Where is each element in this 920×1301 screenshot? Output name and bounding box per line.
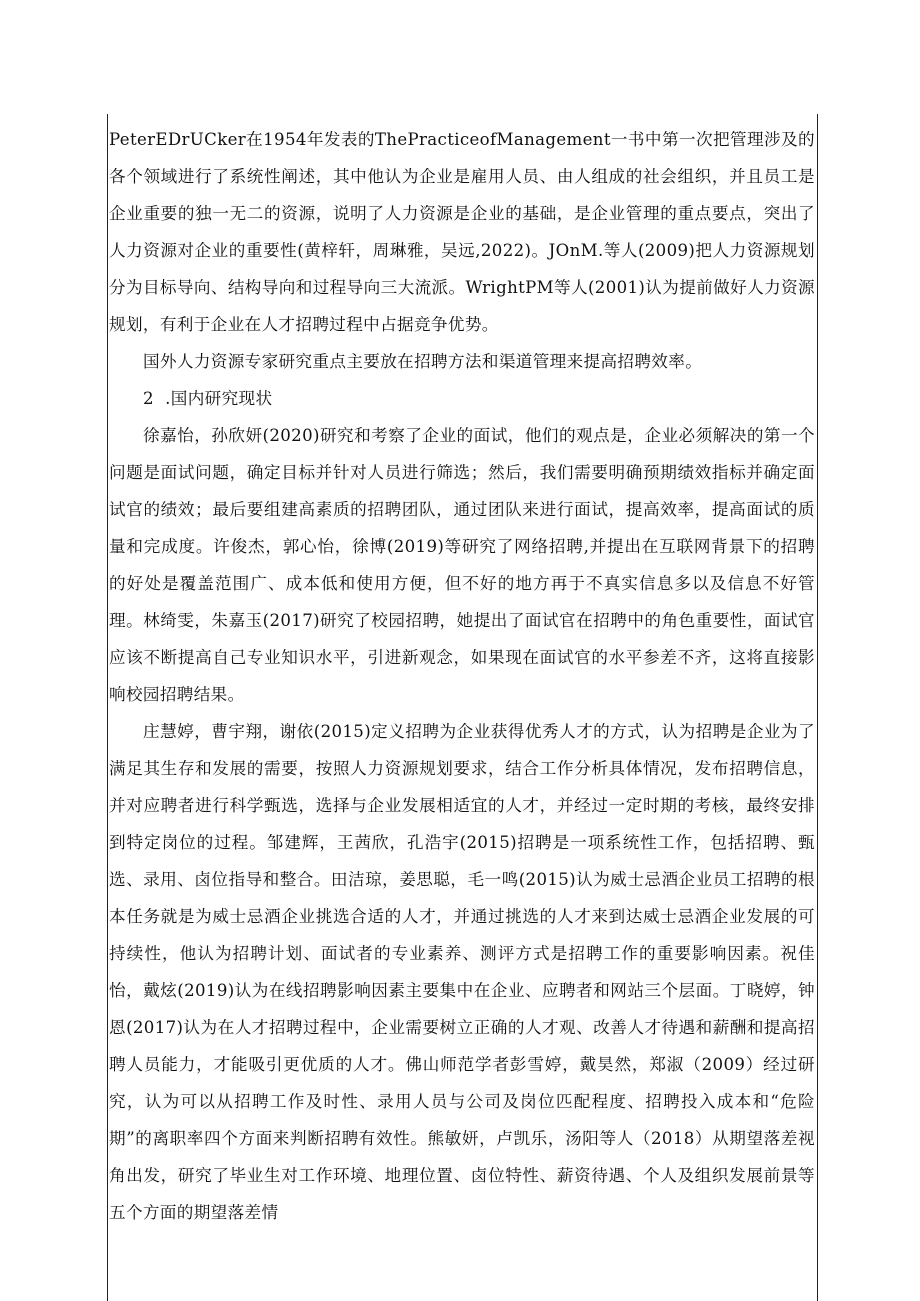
paragraph-foreign-summary: 国外人力资源专家研究重点主要放在招聘方法和渠道管理来提高招聘效率。	[143, 352, 703, 371]
paragraph-domestic-interview: 徐嘉怡，孙欣妍(2020)研究和考察了企业的面试，他们的观点是，企业必须解决的第一个问题是面试问题，确定目标并针对人员进行筛选；然后，我们需要明确预期绩效指标并确定面试官的绩效；最后要组建高素质的招聘团队，通过团队来进行面试，提高效率，提高面试的质量和完成度。许俊杰，郭心怡，徐博(2019)等研究了网络招聘,并提出在互联网背景下的招聘的好处是覆盖范围广、成本低和使用方便，但不好的地方再于不真实信息多以及信息不好管理。林绮雯，朱嘉玉(2017)研究了校园招聘，她提出了面试官在招聘中的角色重要性，面试官应该不断提高自己专业知识水平，引进新观念，如果现在面试官的水平参差不齐，这将直接影响校园招聘结果。	[109, 426, 815, 704]
paragraph-domestic-recruitment: 庄慧婷，曹宇翔，谢依(2015)定义招聘为企业获得优秀人才的方式，认为招聘是企业为了满足其生存和发展的需要，按照人力资源规划要求，结合工作分析具体情况，发布招聘信息，并对应聘者进行科学甄选，选择与企业发展相适宜的人才，并经过一定时期的考核，最终安排到特定岗位的过程。邹建辉，王茜欣，孔浩宇(2015)招聘是一项系统性工作，包括招聘、甄选、录用、卤位指导和整合。田洁琼，姜思聪，毛一鸣(2015)认为威士忌酒企业员工招聘的根本任务就是为威士忌酒企业挑选合适的人才，并通过挑选的人才来到达威士忌酒企业发展的可持续性，他认为招聘计划、面试者的专业素养、测评方式是招聘工作的重要影响因素。祝佳怡，戴炫(2019)认为在线招聘影响因素主要集中在企业、应聘者和网站三个层面。丁晓婷，钟恩(2017)认为在人才招聘过程中，企业需要树立正确的人才观、改善人才待遇和薪酬和提高招聘人员能力，才能吸引更优质的人才。佛山师范学者彭雪婷，戴昊然，郑淑（2009）经过研究，认为可以从招聘工作及时性、录用人员与公司及岗位匹配程度、招聘投入成本和“危险期”的离职率四个方面来判断招聘有效性。熊敏妍，卢凯乐，汤阳等人（2018）从期望落差视角出发，研究了毕业生对工作环境、地理位置、卤位特性、薪资待遇、个人及组织发展前景等五个方面的期望落差情	[109, 722, 815, 1222]
document-body	[109, 121, 815, 1231]
paragraph-foreign-research: PeterEDrUCker在1954年发表的ThePracticeofManagement一书中第一次把管理涉及的各个领域进行了系统性阐述，其中他认为企业是雇用人员、由人组成的社会组织，并且员工是企业重要的独一无二的资源，说明了人力资源是企业的基础，是企业管理的重点要点，突出了人力资源对企业的重要性(黄梓轩，周琳雅，吴远,2022)。JOnM.等人(2009)把人力资源规划分为目标导向、结构导向和过程导向三大流派。WrightPM等人(2001)认为提前做好人力资源规划，有利于企业在人才招聘过程中占据竞争优势。	[109, 130, 815, 334]
section-heading-domestic: 2 .国内研究现状	[143, 389, 273, 408]
